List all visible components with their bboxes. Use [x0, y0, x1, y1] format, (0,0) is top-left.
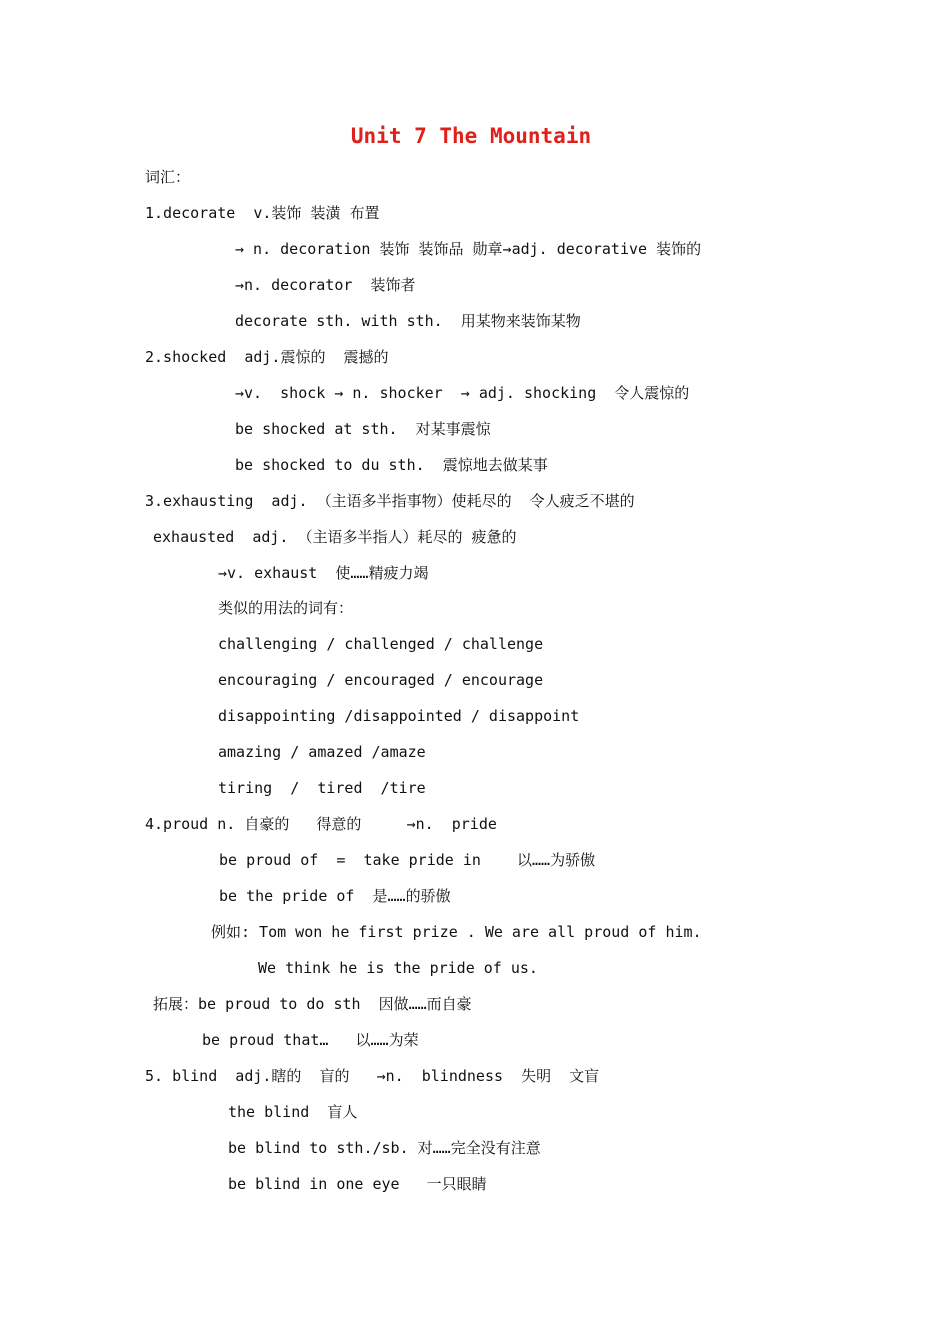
- vocab-entry: 3.exhausting adj. （主语多半指事物）使耗尽的 令人疲乏不堪的: [145, 492, 635, 510]
- vocab-detail: decorate sth. with sth. 用某物来装饰某物: [235, 312, 581, 330]
- vocab-detail: tiring / tired /tire: [218, 779, 426, 797]
- extension-note: 拓展：be proud to do sth 因做……而自豪: [153, 995, 472, 1013]
- vocab-entry: 5. blind adj.瞎的 盲的 →n. blindness 失明 文盲: [145, 1067, 600, 1085]
- vocab-detail: 类似的用法的词有：: [218, 599, 354, 617]
- section-heading: 词汇：: [145, 168, 191, 186]
- vocab-detail: the blind 盲人: [228, 1103, 358, 1121]
- vocab-detail: be blind in one eye 一只眼睛: [228, 1175, 487, 1193]
- vocab-detail: →v. exhaust 使……精疲力竭: [218, 564, 429, 582]
- vocab-entry: 2.shocked adj.震惊的 震撼的: [145, 348, 389, 366]
- vocab-entry: 1.decorate v.装饰 装潢 布置: [145, 204, 380, 222]
- vocab-entry: exhausted adj. （主语多半指人）耗尽的 疲惫的: [153, 528, 517, 546]
- vocab-detail: → n. decoration 装饰 装饰品 勋章→adj. decorative 装饰的: [235, 240, 702, 258]
- vocab-detail: challenging / challenged / challenge: [218, 635, 544, 653]
- vocab-detail: amazing / amazed /amaze: [218, 743, 426, 761]
- vocab-detail: encouraging / encouraged / encourage: [218, 671, 544, 689]
- page-title: Unit 7 The Mountain: [350, 124, 592, 148]
- vocab-detail: disappointing /disappointed / disappoint: [218, 707, 580, 725]
- vocab-detail: be shocked to du sth. 震惊地去做某事: [235, 456, 548, 474]
- extension-note: be proud that… 以……为荣: [202, 1031, 419, 1049]
- vocab-detail: be the pride of 是……的骄傲: [219, 887, 451, 905]
- vocab-detail: be proud of = take pride in 以……为骄傲: [219, 851, 596, 869]
- vocab-detail: →n. decorator 装饰者: [235, 276, 416, 294]
- vocab-detail: be shocked at sth. 对某事震惊: [235, 420, 491, 438]
- example-sentence: 例如: Tom won he first prize . We are all proud of him.: [211, 923, 702, 941]
- vocab-entry: 4.proud n. 自豪的 得意的 →n. pride: [145, 815, 497, 833]
- example-sentence: We think he is the pride of us.: [258, 959, 538, 977]
- vocab-detail: →v. shock → n. shocker → adj. shocking 令人震惊的: [235, 384, 690, 402]
- vocab-detail: be blind to sth./sb. 对……完全没有注意: [228, 1139, 541, 1157]
